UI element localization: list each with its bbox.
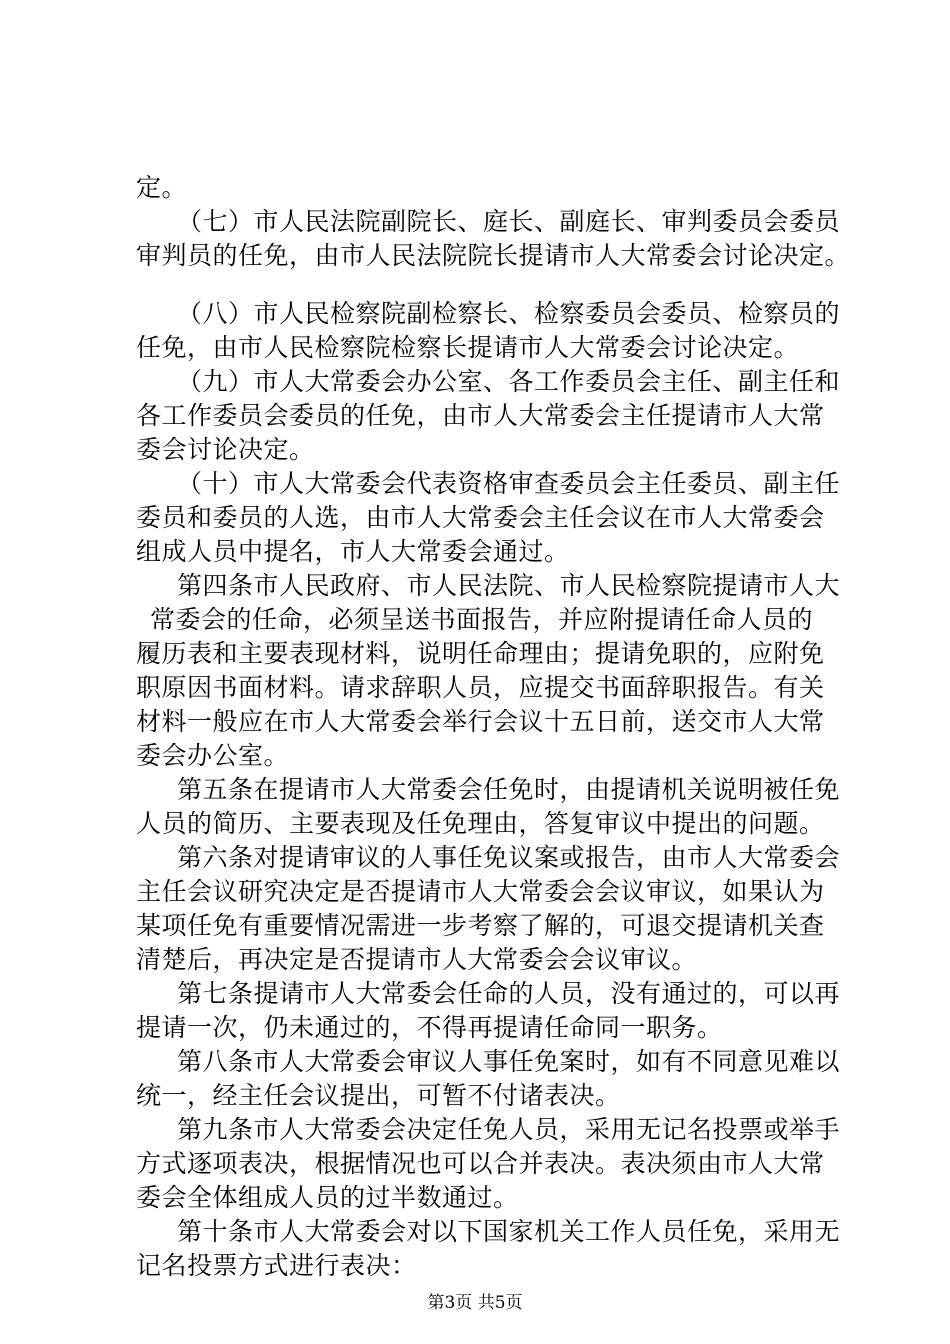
text-line: 委会办公室。	[136, 741, 290, 770]
text-line: 任免，由市人民检察院检察长提请市人大常委会讨论决定。	[136, 333, 800, 362]
text-line: 组成人员中提名，市人大常委会通过。	[136, 537, 570, 566]
text-line: （七）市人民法院副院长、庭长、副庭长、审判委员会委员	[177, 207, 841, 236]
text-line: 材料一般应在市人大常委会举行会议十五日前，送交市人大常	[136, 707, 825, 736]
text-line: 第十条市人大常委会对以下国家机关工作人员任免，采用无	[177, 1217, 841, 1246]
text-line: 第六条对提请审议的人事任免议案或报告，由市人大常委会	[177, 843, 841, 872]
text-line: 各工作委员会委员的任免，由市人大常委会主任提请市人大常	[136, 401, 825, 430]
text-line: 第五条在提请市人大常委会任免时，由提请机关说明被任免	[177, 775, 841, 804]
text-line: 人员的简历、主要表现及任免理由，答复审议中提出的问题。	[136, 809, 825, 838]
text-line: （十）市人大常委会代表资格审查委员会主任委员、副主任	[177, 469, 841, 498]
text-line: 主任会议研究决定是否提请市人大常委会会议审议，如果认为	[136, 877, 825, 906]
text-line: 委会讨论决定。	[136, 435, 315, 464]
text-line: 定。	[136, 173, 188, 202]
text-line: 清楚后，再决定是否提请市人大常委会会议审议。	[136, 945, 698, 974]
text-line: 某项任免有重要情况需进一步考察了解的，可退交提请机关查	[136, 911, 825, 940]
text-line: 第九条市人大常委会决定任免人员，采用无记名投票或举手	[177, 1115, 841, 1144]
text-line: 第七条提请市人大常委会任命的人员，没有通过的，可以再	[177, 979, 841, 1008]
text-line: 委员和委员的人选，由市人大常委会主任会议在市人大常委会	[136, 503, 825, 532]
text-line: （九）市人大常委会办公室、各工作委员会主任、副主任和	[177, 367, 841, 396]
text-line: 记名投票方式进行表决：	[136, 1251, 417, 1280]
page-number-footer: 第3页 共5页	[427, 1293, 523, 1313]
text-line: 提请一次，仍未通过的，不得再提请任命同一职务。	[136, 1013, 723, 1042]
text-line: 履历表和主要表现材料，说明任命理由；提请免职的，应附免	[136, 639, 825, 668]
text-line: 第四条市人民政府、市人民法院、市人民检察院提请市人大	[177, 571, 841, 600]
text-line: 职原因书面材料。请求辞职人员，应提交书面辞职报告。有关	[136, 673, 825, 702]
text-line: 第八条市人大常委会审议人事任免案时，如有不同意见难以	[177, 1047, 841, 1076]
text-line: 统一，经主任会议提出，可暂不付诸表决。	[136, 1081, 621, 1110]
text-line: 常委会的任命，必须呈送书面报告，并应附提请任命人员的	[150, 605, 814, 634]
text-line: 委会全体组成人员的过半数通过。	[136, 1183, 519, 1212]
text-line: 方式逐项表决，根据情况也可以合并表决。表决须由市人大常	[136, 1149, 825, 1178]
text-line: 审判员的任免，由市人民法院院长提请市人大常委会讨论决定。	[136, 241, 851, 270]
text-line: （八）市人民检察院副检察长、检察委员会委员、检察员的	[177, 299, 841, 328]
